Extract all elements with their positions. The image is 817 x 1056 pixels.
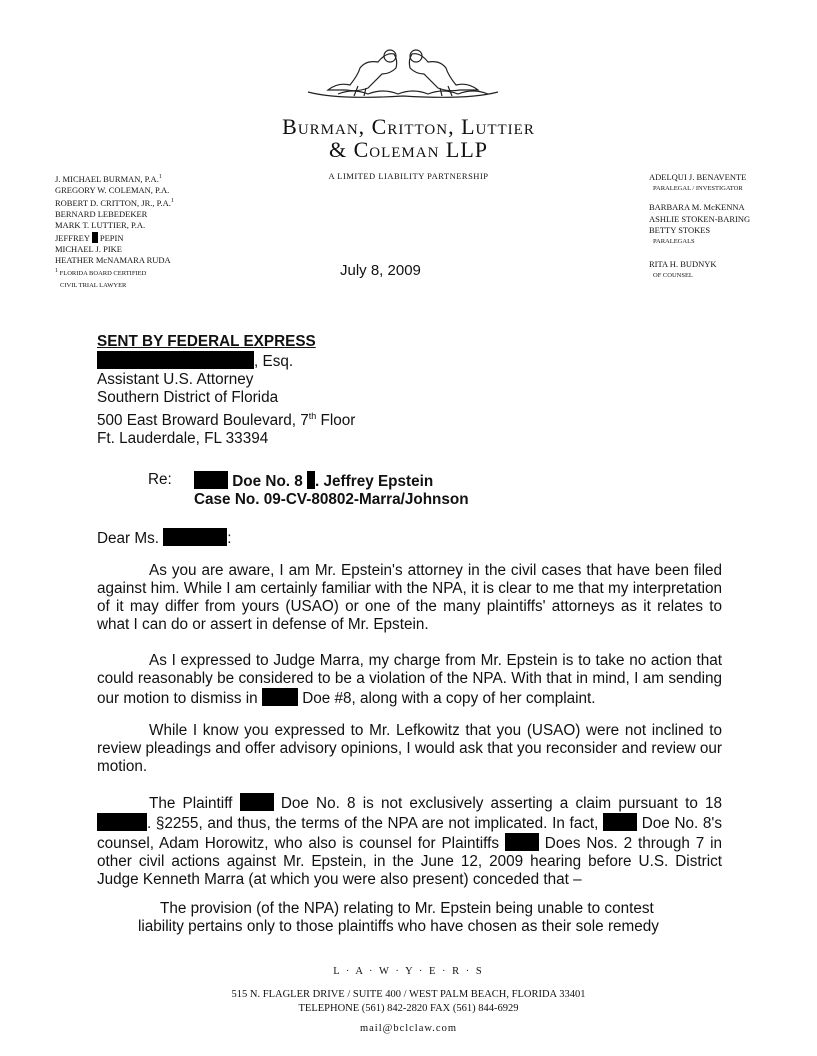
redaction-box — [307, 471, 315, 489]
staff-title: OF COUNSEL — [653, 272, 693, 280]
redaction-box — [505, 833, 539, 851]
staff-name: RITA H. BUDNYK — [649, 259, 717, 270]
attorney-name: ROBERT D. CRITTON, JR., P.A.$^1$ — [55, 198, 174, 209]
attorney-name: MICHAEL J. PIKE — [55, 243, 122, 254]
attorney-name: GREGORY W. COLEMAN, P.A. — [55, 185, 170, 196]
footer-address: 515 N. FLAGLER DRIVE / SUITE 400 / WEST PALM BEACH, FLORIDA 33401 — [231, 989, 586, 1000]
staff-title: PARALEGALS — [653, 238, 695, 246]
staff-list — [649, 172, 750, 282]
redaction-box — [194, 471, 228, 489]
paragraph-4: The Plaintiff Doe No. 8 is not exclusively asserting a claim pursuant to 18 . §2255, and thus, the terms of the NPA are not implicated. In fact, Doe No. 8's counsel, Adam Horowitz, who also is counsel for Plaintiffs Does Nos. 2 through 7 in other civil actions against Mr. Epstein, in the June 12, 2009 hearing before U.S. District Judge Kenneth Marra (at which you were also present) conceded that – — [97, 795, 723, 888]
firm-name-line2: & Coleman LLP — [328, 137, 489, 162]
case-number: Case No. 09-CV-80802-Marra/Johnson — [194, 491, 469, 508]
salutation: Dear Ms. : — [97, 530, 232, 547]
recipient-title: Assistant U.S. Attorney — [97, 371, 254, 388]
paragraph-2: As I expressed to Judge Marra, my charge from Mr. Epstein is to take no action that could reasonably be considered to be a violation of the NPA. With that in mind, I am sending our motion to dismiss in Doe #8, along with a copy of her complaint. — [97, 652, 722, 707]
staff-name: BETTY STOKES — [649, 224, 711, 235]
redaction-box — [97, 351, 254, 369]
paragraph-1: As you are aware, I am Mr. Epstein's attorney in the civil cases that have been filed against him. While I am certainly familiar with the NPA, it is clear to me that my interpretation of it may differ from yours (USAO) or one of the many plaintiffs' attorneys as it relates to what I can do or assert in defense of Mr. Epstein. — [97, 562, 722, 633]
attorney-list — [55, 172, 174, 291]
recipient-block — [97, 333, 355, 448]
firm-name-line1: Burman, Critton, Luttier — [282, 114, 535, 139]
attorney-name: BERNARD LEBEDEKER — [55, 209, 148, 220]
redaction-box — [163, 528, 227, 546]
re-subject: Doe No. 8 . Jeffrey Epstein Case No. 09-CV-80802-Marra/Johnson — [194, 473, 469, 508]
recipient-address: 500 East Broward Boulevard, 7th Floor — [97, 411, 356, 430]
firm-logo-rams — [298, 30, 508, 105]
staff-title: PARALEGAL / INVESTIGATOR — [653, 185, 743, 193]
redaction-box — [97, 813, 147, 831]
staff-name: BARBARA M. McKENNA — [649, 202, 745, 213]
footer-email: mail@bclclaw.com — [359, 1023, 457, 1034]
redaction-box — [240, 793, 274, 811]
re-label: Re: — [148, 471, 172, 488]
staff-name: ASHLIE STOKEN-BARING — [649, 213, 751, 224]
redaction-box — [603, 813, 637, 831]
footer-phone: TELEPHONE (561) 842-2820 FAX (561) 844-6929 — [298, 1003, 519, 1014]
delivery-method: SENT BY FEDERAL EXPRESS — [97, 333, 316, 350]
redaction-box — [92, 232, 98, 243]
attorney-name: JEFFREY PEPIN — [55, 232, 124, 243]
quoted-passage: The provision (of the NPA) relating to Mr. Epstein being unable to contest liability pertains only to those plaintiffs who have chosen as their sole remedy — [138, 900, 659, 935]
recipient-name: , Esq. — [97, 351, 355, 371]
staff-name: ADELQUI J. BENAVENTE — [649, 172, 747, 182]
attorney-name: MARK T. LUTTIER, P.A. — [55, 220, 146, 231]
attorney-name: J. MICHAEL BURMAN, P.A.$^1$ — [55, 173, 162, 184]
recipient-office: Southern District of Florida — [97, 389, 279, 406]
certification-note: $^1$ FLORIDA BOARD CERTIFIED — [55, 268, 147, 278]
paragraph-3: While I know you expressed to Mr. Lefkowitz that you (USAO) were not inclined to review pleadings and offer advisory opinions, I would ask that you reconsider and review our motion. — [97, 722, 722, 775]
footer-lawyers: L · A · W · Y · E · R · S — [333, 966, 484, 977]
recipient-city: Ft. Lauderdale, FL 33394 — [97, 430, 269, 448]
redaction-box — [262, 688, 298, 706]
letter-date: July 8, 2009 — [340, 262, 421, 279]
certification-note-line2: CIVIL TRIAL LAWYER — [60, 281, 127, 289]
attorney-name: HEATHER McNAMARA RUDA — [55, 255, 171, 266]
partnership-label: A LIMITED LIABILITY PARTNERSHIP — [328, 171, 489, 181]
